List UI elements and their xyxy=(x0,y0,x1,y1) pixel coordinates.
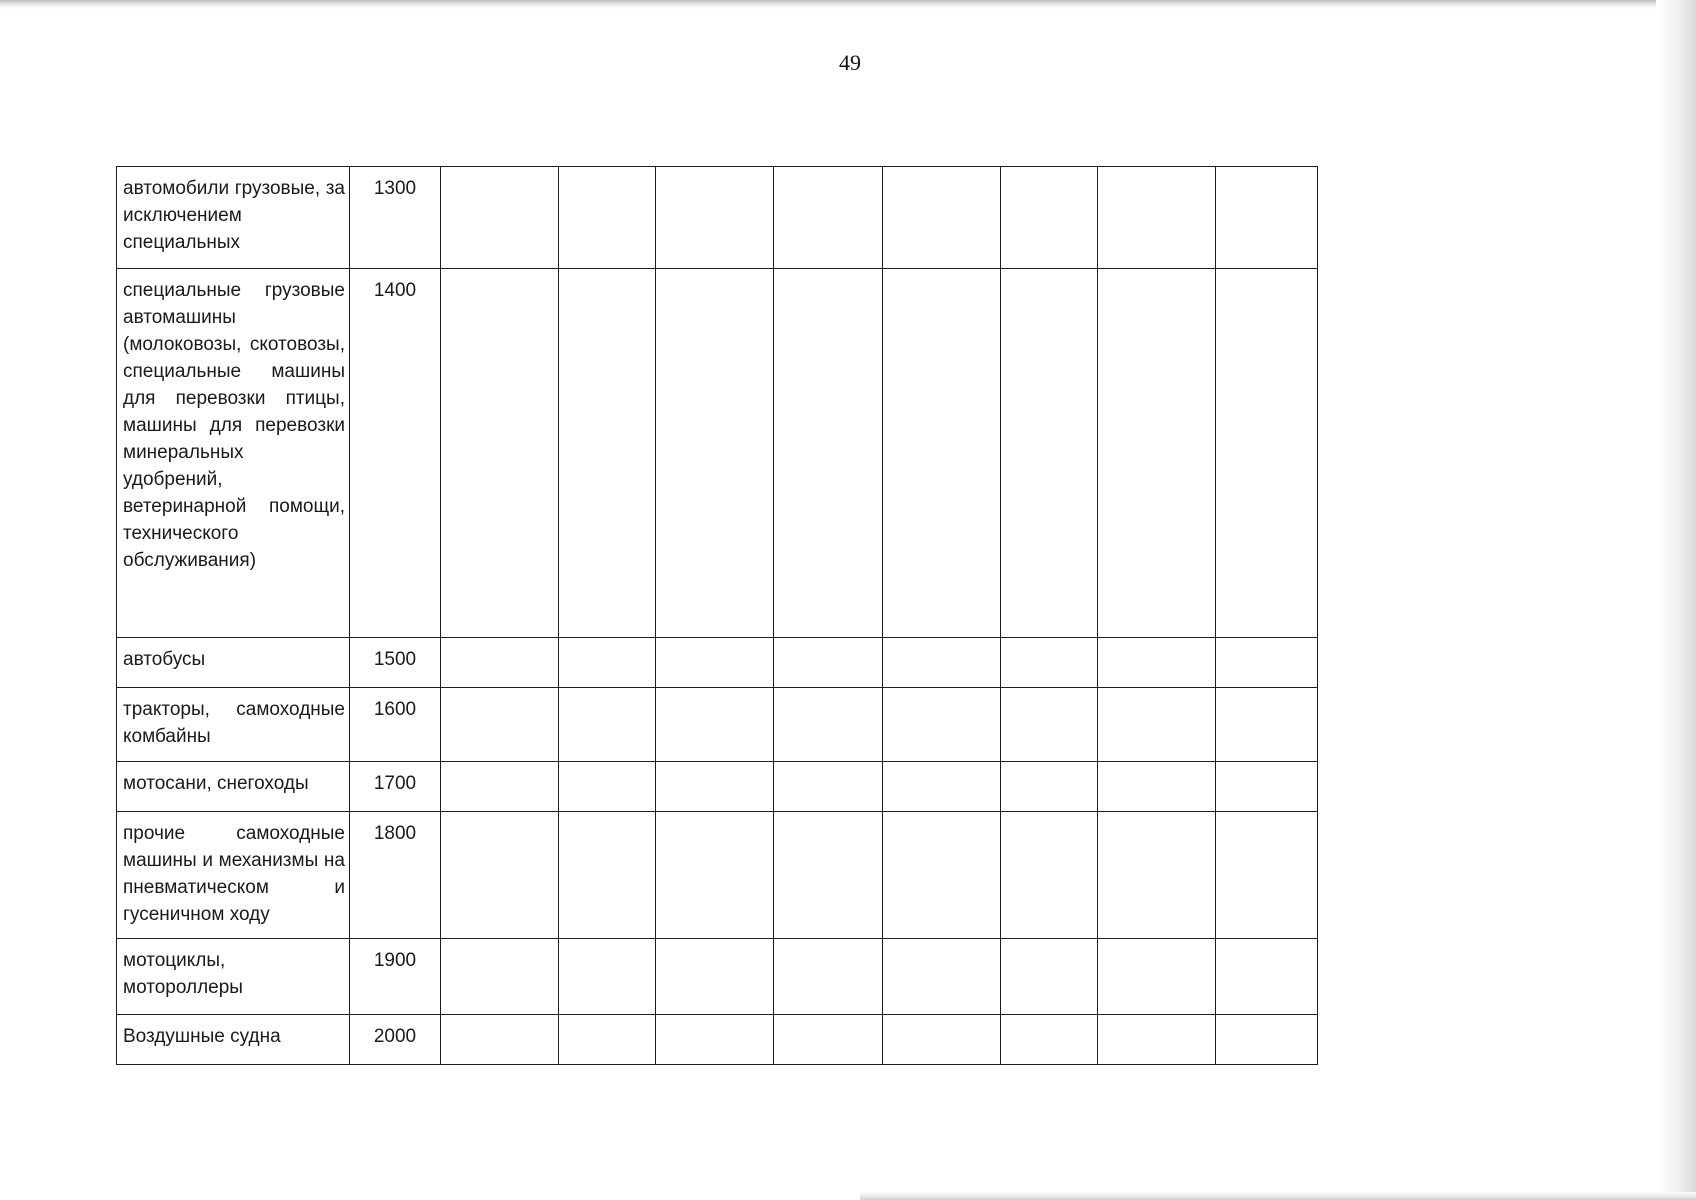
empty-cell xyxy=(1098,762,1216,812)
empty-cell xyxy=(1098,638,1216,688)
empty-cell xyxy=(656,1015,774,1065)
empty-cell xyxy=(1216,269,1318,638)
empty-cell xyxy=(1001,1015,1098,1065)
empty-cell xyxy=(774,762,883,812)
empty-cell xyxy=(774,167,883,269)
table-row xyxy=(117,269,1318,638)
empty-cell xyxy=(883,762,1001,812)
empty-cell xyxy=(1001,762,1098,812)
row-code-cell: 1500 xyxy=(350,638,441,688)
data-table xyxy=(116,166,1318,1065)
empty-cell xyxy=(1098,269,1216,638)
empty-cell xyxy=(774,939,883,1015)
scan-bottom-edge xyxy=(860,1192,1696,1200)
empty-cell xyxy=(656,762,774,812)
empty-cell xyxy=(774,1015,883,1065)
row-code-cell: 2000 xyxy=(350,1015,441,1065)
empty-cell xyxy=(1001,167,1098,269)
table-row xyxy=(117,688,1318,762)
empty-cell xyxy=(1001,688,1098,762)
empty-cell xyxy=(1216,638,1318,688)
table-row xyxy=(117,939,1318,1015)
empty-cell xyxy=(883,688,1001,762)
empty-cell xyxy=(774,638,883,688)
empty-cell xyxy=(441,1015,559,1065)
empty-cell xyxy=(441,638,559,688)
empty-cell xyxy=(559,762,656,812)
empty-cell xyxy=(1098,167,1216,269)
empty-cell xyxy=(656,812,774,939)
empty-cell xyxy=(1001,638,1098,688)
row-name-cell: Воздушные судна xyxy=(117,1015,350,1065)
empty-cell xyxy=(559,638,656,688)
empty-cell xyxy=(559,269,656,638)
empty-cell xyxy=(441,688,559,762)
row-code-cell: 1400 xyxy=(350,269,441,638)
empty-cell xyxy=(1216,1015,1318,1065)
row-code-cell: 1300 xyxy=(350,167,441,269)
empty-cell xyxy=(559,688,656,762)
empty-cell xyxy=(883,812,1001,939)
row-name-cell: прочие самоходные машины и механизмы на пневматическом и гусеничном ходу xyxy=(117,812,350,939)
row-name-cell: автобусы xyxy=(117,638,350,688)
empty-cell xyxy=(656,638,774,688)
empty-cell xyxy=(883,638,1001,688)
empty-cell xyxy=(774,812,883,939)
empty-cell xyxy=(1098,688,1216,762)
empty-cell xyxy=(774,688,883,762)
empty-cell xyxy=(441,167,559,269)
empty-cell xyxy=(656,939,774,1015)
row-code-cell: 1800 xyxy=(350,812,441,939)
table-row xyxy=(117,1015,1318,1065)
empty-cell xyxy=(1216,167,1318,269)
scan-right-edge xyxy=(1656,0,1696,1200)
row-name-cell: автомобили грузовые, за исключением специальных xyxy=(117,167,350,269)
empty-cell xyxy=(883,269,1001,638)
row-name-cell: мотосани, снегоходы xyxy=(117,762,350,812)
empty-cell xyxy=(1216,688,1318,762)
empty-cell xyxy=(441,269,559,638)
empty-cell xyxy=(883,939,1001,1015)
empty-cell xyxy=(441,939,559,1015)
row-name-cell: специальные грузовые автомашины (молоковозы, скотовозы, специальные машины для перевозки птицы, машины для перевозки минеральных удобрений, ветеринарной помощи, технического обслуживания) xyxy=(117,269,350,638)
empty-cell xyxy=(1098,1015,1216,1065)
empty-cell xyxy=(441,812,559,939)
empty-cell xyxy=(656,688,774,762)
table-row xyxy=(117,638,1318,688)
row-name-cell: тракторы, самоходные комбайны xyxy=(117,688,350,762)
empty-cell xyxy=(883,167,1001,269)
empty-cell xyxy=(656,167,774,269)
row-code-cell: 1700 xyxy=(350,762,441,812)
empty-cell xyxy=(883,1015,1001,1065)
empty-cell xyxy=(1001,269,1098,638)
empty-cell xyxy=(559,1015,656,1065)
empty-cell xyxy=(1098,939,1216,1015)
row-name-cell: мотоциклы, мотороллеры xyxy=(117,939,350,1015)
row-code-cell: 1600 xyxy=(350,688,441,762)
scan-top-edge xyxy=(0,0,1696,9)
empty-cell xyxy=(1216,812,1318,939)
empty-cell xyxy=(774,269,883,638)
empty-cell xyxy=(441,762,559,812)
empty-cell xyxy=(1216,762,1318,812)
table-row xyxy=(117,167,1318,269)
empty-cell xyxy=(1098,812,1216,939)
empty-cell xyxy=(1001,812,1098,939)
table-row xyxy=(117,762,1318,812)
page-number: 49 xyxy=(839,50,861,75)
empty-cell xyxy=(1001,939,1098,1015)
empty-cell xyxy=(1216,939,1318,1015)
empty-cell xyxy=(559,939,656,1015)
row-code-cell: 1900 xyxy=(350,939,441,1015)
empty-cell xyxy=(559,167,656,269)
empty-cell xyxy=(559,812,656,939)
empty-cell xyxy=(656,269,774,638)
table-row xyxy=(117,812,1318,939)
